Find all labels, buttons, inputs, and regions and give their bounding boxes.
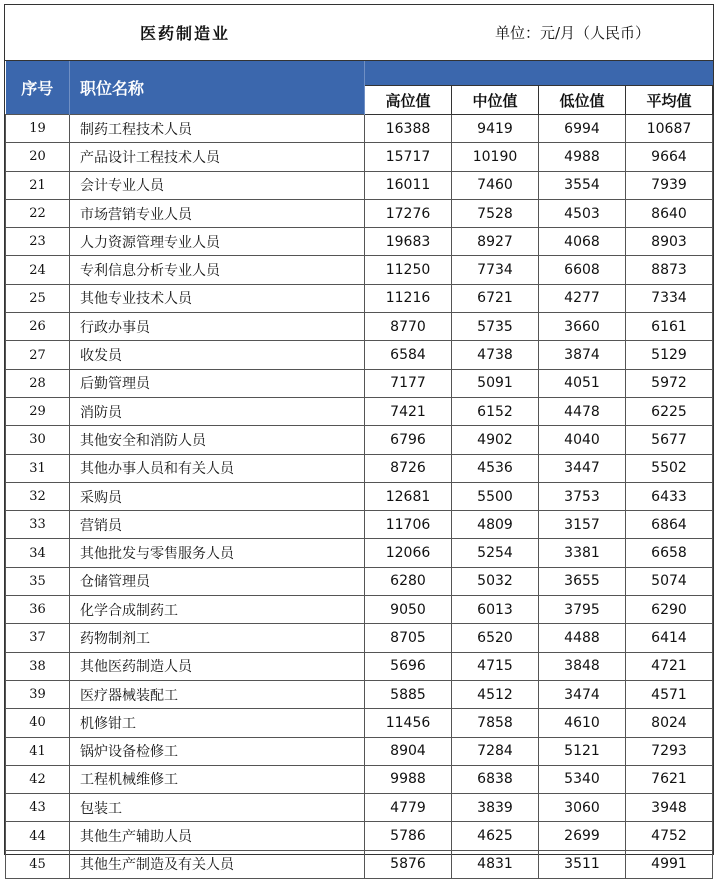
row-median-value: 7460 [452,171,539,199]
row-low-value: 3511 [539,850,626,878]
row-high-value: 7421 [365,397,452,425]
row-average-value: 6433 [626,482,713,510]
row-index: 42 [6,765,70,793]
row-median-value: 7528 [452,199,539,227]
row-low-value: 4610 [539,709,626,737]
row-index: 20 [6,143,70,171]
row-average-value: 4721 [626,652,713,680]
row-job-title: 其他生产制造及有关人员 [70,850,365,878]
row-high-value: 15717 [365,143,452,171]
row-index: 27 [6,341,70,369]
row-job-title: 采购员 [70,482,365,510]
row-job-title: 锅炉设备检修工 [70,737,365,765]
row-low-value: 4068 [539,228,626,256]
row-low-value: 3157 [539,511,626,539]
row-average-value: 5129 [626,341,713,369]
row-index: 23 [6,228,70,256]
row-median-value: 5735 [452,313,539,341]
row-low-value: 3874 [539,341,626,369]
row-average-value: 6658 [626,539,713,567]
row-job-title: 其他批发与零售服务人员 [70,539,365,567]
table-row [6,596,713,624]
row-low-value: 3381 [539,539,626,567]
row-median-value: 4715 [452,652,539,680]
row-job-title: 其他安全和消防人员 [70,426,365,454]
row-job-title: 收发员 [70,341,365,369]
row-median-value: 9419 [452,115,539,143]
row-index: 22 [6,199,70,227]
col-header-average: 平均值 [626,86,713,115]
row-average-value: 6414 [626,624,713,652]
table-body [6,115,713,879]
row-median-value: 3839 [452,794,539,822]
row-average-value: 7621 [626,765,713,793]
row-index: 29 [6,397,70,425]
row-median-value: 6721 [452,284,539,312]
row-average-value: 5677 [626,426,713,454]
row-average-value: 7293 [626,737,713,765]
row-median-value: 10190 [452,143,539,171]
row-high-value: 11250 [365,256,452,284]
row-low-value: 3447 [539,454,626,482]
row-low-value: 4488 [539,624,626,652]
row-job-title: 其他生产辅助人员 [70,822,365,850]
row-high-value: 5885 [365,680,452,708]
row-median-value: 5254 [452,539,539,567]
row-high-value: 9988 [365,765,452,793]
table-row [6,199,713,227]
row-job-title: 其他办事人员和有关人员 [70,454,365,482]
row-average-value: 10687 [626,115,713,143]
row-low-value: 4277 [539,284,626,312]
row-median-value: 4902 [452,426,539,454]
row-median-value: 4738 [452,341,539,369]
row-low-value: 6994 [539,115,626,143]
row-index: 37 [6,624,70,652]
row-low-value: 3795 [539,596,626,624]
table-row [6,709,713,737]
table-row [6,397,713,425]
row-low-value: 4503 [539,199,626,227]
row-median-value: 7858 [452,709,539,737]
row-job-title: 其他专业技术人员 [70,284,365,312]
table-header [6,61,713,115]
row-low-value: 4988 [539,143,626,171]
col-header-index: 序号 [6,61,70,115]
table-row [6,284,713,312]
row-median-value: 7284 [452,737,539,765]
row-job-title: 人力资源管理专业人员 [70,228,365,256]
row-index: 33 [6,511,70,539]
row-job-title: 市场营销专业人员 [70,199,365,227]
unit-label: 单位：元/月（人民币） [495,24,651,42]
row-index: 31 [6,454,70,482]
table-row [6,341,713,369]
row-low-value: 5340 [539,765,626,793]
row-median-value: 6520 [452,624,539,652]
row-index: 40 [6,709,70,737]
table-row [6,624,713,652]
row-average-value: 8024 [626,709,713,737]
row-job-title: 包装工 [70,794,365,822]
row-median-value: 4831 [452,850,539,878]
title-bar [5,5,713,61]
row-index: 25 [6,284,70,312]
row-high-value: 6280 [365,567,452,595]
table-row [6,313,713,341]
row-average-value: 5972 [626,369,713,397]
row-low-value: 3848 [539,652,626,680]
row-high-value: 5876 [365,850,452,878]
row-median-value: 8927 [452,228,539,256]
row-median-value: 5500 [452,482,539,510]
row-average-value: 7334 [626,284,713,312]
salary-sheet [4,4,714,874]
row-index: 32 [6,482,70,510]
row-index: 44 [6,822,70,850]
row-high-value: 11706 [365,511,452,539]
row-job-title: 机修钳工 [70,709,365,737]
row-median-value: 4536 [452,454,539,482]
row-high-value: 5696 [365,652,452,680]
row-low-value: 4051 [539,369,626,397]
table-row [6,850,713,878]
col-header-name: 职位名称 [70,61,365,115]
row-average-value: 7939 [626,171,713,199]
row-high-value: 12066 [365,539,452,567]
row-average-value: 8640 [626,199,713,227]
row-low-value: 5121 [539,737,626,765]
row-job-title: 营销员 [70,511,365,539]
row-average-value: 3948 [626,794,713,822]
row-job-title: 专利信息分析专业人员 [70,256,365,284]
row-high-value: 8770 [365,313,452,341]
row-index: 24 [6,256,70,284]
row-job-title: 化学合成制药工 [70,596,365,624]
row-median-value: 4512 [452,680,539,708]
table-row [6,115,713,143]
row-median-value: 5091 [452,369,539,397]
row-index: 26 [6,313,70,341]
row-high-value: 6796 [365,426,452,454]
row-index: 38 [6,652,70,680]
row-index: 34 [6,539,70,567]
table-row [6,143,713,171]
row-low-value: 3474 [539,680,626,708]
table-row [6,482,713,510]
row-index: 19 [6,115,70,143]
industry-title: 医药制造业 [140,24,231,43]
row-high-value: 7177 [365,369,452,397]
row-job-title: 其他医药制造人员 [70,652,365,680]
row-job-title: 药物制剂工 [70,624,365,652]
row-median-value: 6013 [452,596,539,624]
row-index: 36 [6,596,70,624]
row-average-value: 8903 [626,228,713,256]
row-job-title: 行政办事员 [70,313,365,341]
col-header-high: 高位值 [365,86,452,115]
table-row [6,794,713,822]
row-average-value: 6290 [626,596,713,624]
row-average-value: 4752 [626,822,713,850]
row-low-value: 6608 [539,256,626,284]
row-average-value: 8873 [626,256,713,284]
row-median-value: 4809 [452,511,539,539]
row-high-value: 8705 [365,624,452,652]
salary-table [5,61,713,879]
row-high-value: 4779 [365,794,452,822]
table-row [6,256,713,284]
row-high-value: 19683 [365,228,452,256]
row-high-value: 17276 [365,199,452,227]
row-average-value: 5074 [626,567,713,595]
row-average-value: 9664 [626,143,713,171]
row-median-value: 6152 [452,397,539,425]
row-index: 35 [6,567,70,595]
row-index: 39 [6,680,70,708]
row-high-value: 8726 [365,454,452,482]
row-job-title: 会计专业人员 [70,171,365,199]
row-low-value: 3554 [539,171,626,199]
row-low-value: 3655 [539,567,626,595]
row-high-value: 11216 [365,284,452,312]
row-low-value: 4478 [539,397,626,425]
row-low-value: 3060 [539,794,626,822]
table-row [6,539,713,567]
row-median-value: 7734 [452,256,539,284]
row-job-title: 工程机械维修工 [70,765,365,793]
row-average-value: 4571 [626,680,713,708]
row-job-title: 产品设计工程技术人员 [70,143,365,171]
row-job-title: 消防员 [70,397,365,425]
row-job-title: 仓储管理员 [70,567,365,595]
row-index: 45 [6,850,70,878]
row-high-value: 6584 [365,341,452,369]
row-high-value: 12681 [365,482,452,510]
table-row [6,426,713,454]
col-header-median: 中位值 [452,86,539,115]
row-average-value: 6864 [626,511,713,539]
row-median-value: 4625 [452,822,539,850]
table-row [6,765,713,793]
table-row [6,822,713,850]
row-average-value: 4991 [626,850,713,878]
row-index: 41 [6,737,70,765]
row-low-value: 3660 [539,313,626,341]
row-job-title: 医疗器械装配工 [70,680,365,708]
row-low-value: 2699 [539,822,626,850]
table-row [6,737,713,765]
table-row [6,511,713,539]
header-blue-strip [365,61,713,86]
row-job-title: 后勤管理员 [70,369,365,397]
row-high-value: 16388 [365,115,452,143]
row-high-value: 11456 [365,709,452,737]
table-row [6,680,713,708]
row-low-value: 3753 [539,482,626,510]
row-index: 30 [6,426,70,454]
table-row [6,369,713,397]
row-high-value: 8904 [365,737,452,765]
row-high-value: 5786 [365,822,452,850]
row-index: 21 [6,171,70,199]
row-average-value: 5502 [626,454,713,482]
table-row [6,567,713,595]
row-median-value: 5032 [452,567,539,595]
row-low-value: 4040 [539,426,626,454]
row-high-value: 16011 [365,171,452,199]
row-average-value: 6161 [626,313,713,341]
row-index: 28 [6,369,70,397]
table-row [6,454,713,482]
row-job-title: 制药工程技术人员 [70,115,365,143]
row-index: 43 [6,794,70,822]
table-row [6,228,713,256]
table-row [6,171,713,199]
row-median-value: 6838 [452,765,539,793]
row-high-value: 9050 [365,596,452,624]
table-row [6,652,713,680]
row-average-value: 6225 [626,397,713,425]
col-header-low: 低位值 [539,86,626,115]
